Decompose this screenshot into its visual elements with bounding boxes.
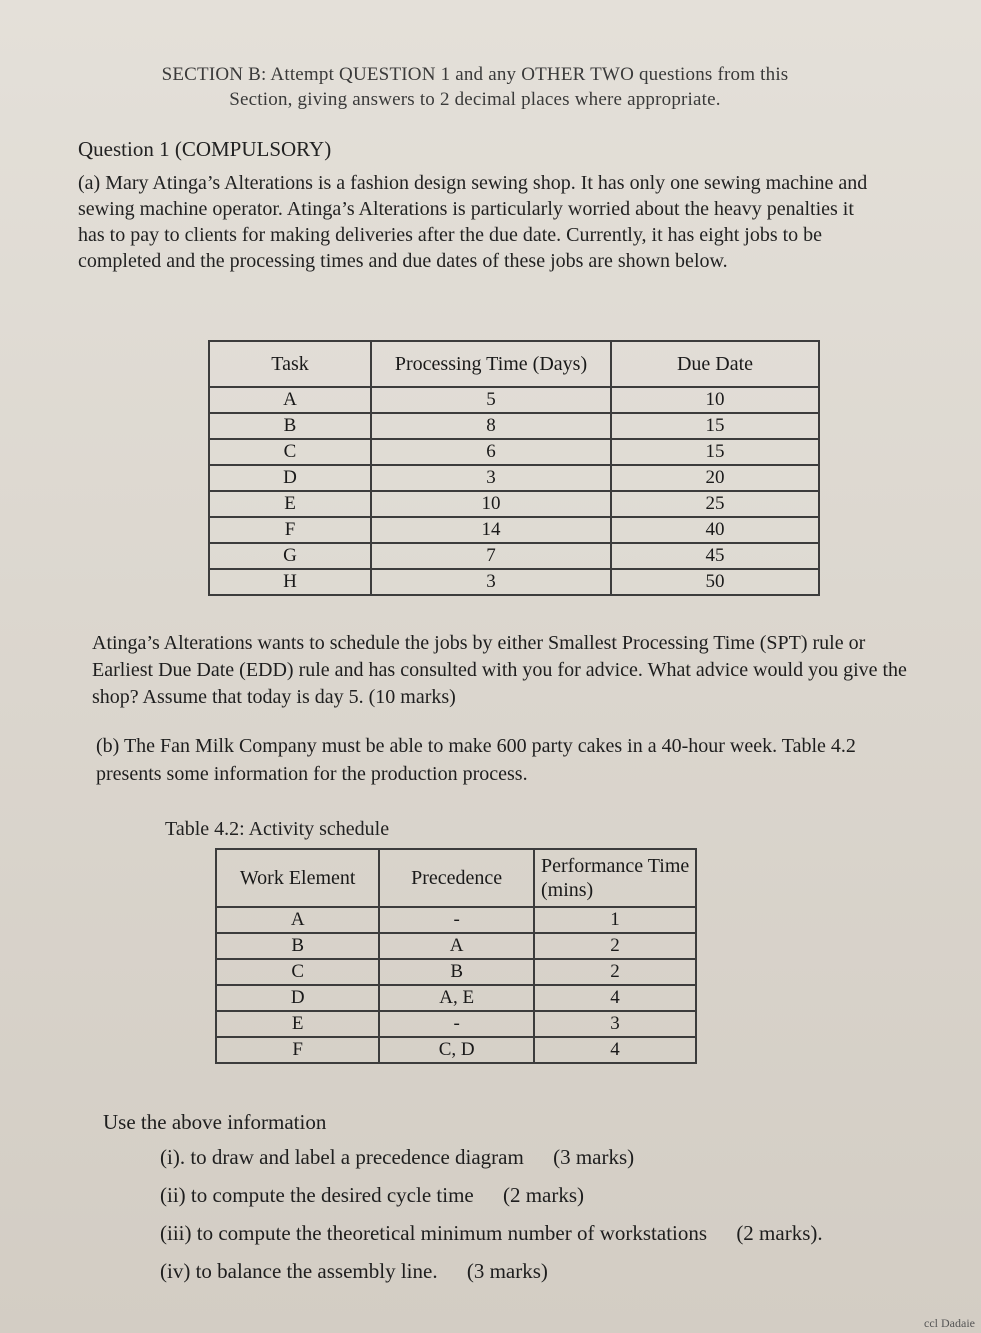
question-title: Question 1 (COMPULSORY) [78, 137, 332, 161]
item-number: (iii) [160, 1221, 192, 1245]
part-b-text: (b) The Fan Milk Company must be able to make 600 party cakes in a 40-hour week. Table 4.2 presents some information for the production process. [96, 735, 856, 785]
footer-text: ccl Dadaie [924, 1316, 975, 1330]
item-number: (i). [160, 1145, 186, 1169]
item-text: to compute the desired cycle time [190, 1183, 474, 1207]
item-marks: (2 marks). [736, 1221, 823, 1245]
cell-due: 25 [611, 491, 819, 517]
cell-task: E [209, 491, 371, 517]
cell-due: 20 [611, 465, 819, 491]
header-line-2: Section, giving answers to 2 decimal places where appropriate. [229, 89, 721, 110]
jobs-table-header [209, 341, 819, 387]
item-marks: (3 marks) [553, 1145, 635, 1169]
jobs-header-processing: Processing Time (Days) [371, 341, 611, 387]
cell-task: F [209, 517, 371, 543]
cell-element: D [216, 985, 379, 1011]
instruction: Use the above information [103, 1110, 327, 1134]
table-row [209, 387, 819, 413]
cell-task: G [209, 543, 371, 569]
activity-table [215, 848, 697, 1064]
cell-processing: 5 [371, 387, 611, 413]
cell-processing: 10 [371, 491, 611, 517]
item-number: (ii) [160, 1183, 186, 1207]
jobs-header-task: Task [209, 341, 371, 387]
cell-processing: 8 [371, 413, 611, 439]
jobs-table [208, 340, 820, 596]
item-marks: (3 marks) [466, 1259, 548, 1283]
cell-processing: 3 [371, 569, 611, 595]
table-row [209, 439, 819, 465]
cell-due: 50 [611, 569, 819, 595]
list-item [160, 1252, 920, 1290]
table-row [209, 491, 819, 517]
table-row [216, 1011, 696, 1037]
activity-header-precedence: Precedence [379, 849, 534, 907]
table-row [216, 933, 696, 959]
cell-due: 15 [611, 413, 819, 439]
table-row [209, 465, 819, 491]
table-caption: Table 4.2: Activity schedule [165, 818, 390, 840]
cell-time: 2 [534, 933, 696, 959]
sub-questions [160, 1138, 920, 1290]
table-row [209, 543, 819, 569]
cell-element: A [216, 907, 379, 933]
cell-due: 10 [611, 387, 819, 413]
cell-time: 1 [534, 907, 696, 933]
table-row [216, 1037, 696, 1063]
table-row [209, 413, 819, 439]
cell-precedence: - [379, 1011, 534, 1037]
item-text: to balance the assembly line. [195, 1259, 438, 1283]
list-item [160, 1214, 920, 1252]
table-row [216, 985, 696, 1011]
table-row [216, 959, 696, 985]
list-item [160, 1138, 920, 1176]
activity-table-header [216, 849, 696, 907]
cell-time: 3 [534, 1011, 696, 1037]
cell-precedence: - [379, 907, 534, 933]
cell-processing: 7 [371, 543, 611, 569]
cell-precedence: C, D [379, 1037, 534, 1063]
cell-task: C [209, 439, 371, 465]
header-line-1: SECTION B: Attempt QUESTION 1 and any OTHER TWO questions from this [161, 64, 789, 85]
table-row [209, 569, 819, 595]
part-a-question: Atinga’s Alterations wants to schedule the jobs by either Smallest Processing Time (SPT) rule or Earliest Due Date (EDD) rule and has consulted with you for advice. What advice would you give the shop? Assume that today is day 5. (10 marks) [92, 632, 907, 708]
table-row [209, 517, 819, 543]
part-a-text: (a) Mary Atinga’s Alterations is a fashion design sewing shop. It has only one sewing machine and sewing machine operator. Atinga’s Alterations is particularly worried about the heavy penalties it has to pay to clients for making deliveries after the due date. Currently, it has eight jobs to be completed and the processing times and due dates of these jobs are shown below. [78, 172, 868, 272]
cell-task: D [209, 465, 371, 491]
activity-header-element: Work Element [216, 849, 379, 907]
jobs-header-due: Due Date [611, 341, 819, 387]
item-marks: (2 marks) [502, 1183, 585, 1207]
cell-processing: 6 [371, 439, 611, 465]
list-item [160, 1176, 920, 1214]
cell-precedence: A [379, 933, 534, 959]
activity-header-time: Performance Time (mins) [534, 849, 696, 907]
item-text: to draw and label a precedence diagram [190, 1145, 524, 1169]
cell-element: C [216, 959, 379, 985]
cell-time: 4 [534, 985, 696, 1011]
cell-task: H [209, 569, 371, 595]
cell-due: 15 [611, 439, 819, 465]
cell-processing: 14 [371, 517, 611, 543]
cell-element: F [216, 1037, 379, 1063]
item-number: (iv) [160, 1259, 191, 1283]
cell-due: 40 [611, 517, 819, 543]
item-text: to compute the theoretical minimum number of workstations [196, 1221, 708, 1245]
cell-processing: 3 [371, 465, 611, 491]
cell-time: 4 [534, 1037, 696, 1063]
cell-due: 45 [611, 543, 819, 569]
cell-task: B [209, 413, 371, 439]
cell-element: E [216, 1011, 379, 1037]
table-row [216, 907, 696, 933]
cell-task: A [209, 387, 371, 413]
cell-precedence: A, E [379, 985, 534, 1011]
cell-precedence: B [379, 959, 534, 985]
section-header [95, 62, 855, 112]
cell-element: B [216, 933, 379, 959]
cell-time: 2 [534, 959, 696, 985]
